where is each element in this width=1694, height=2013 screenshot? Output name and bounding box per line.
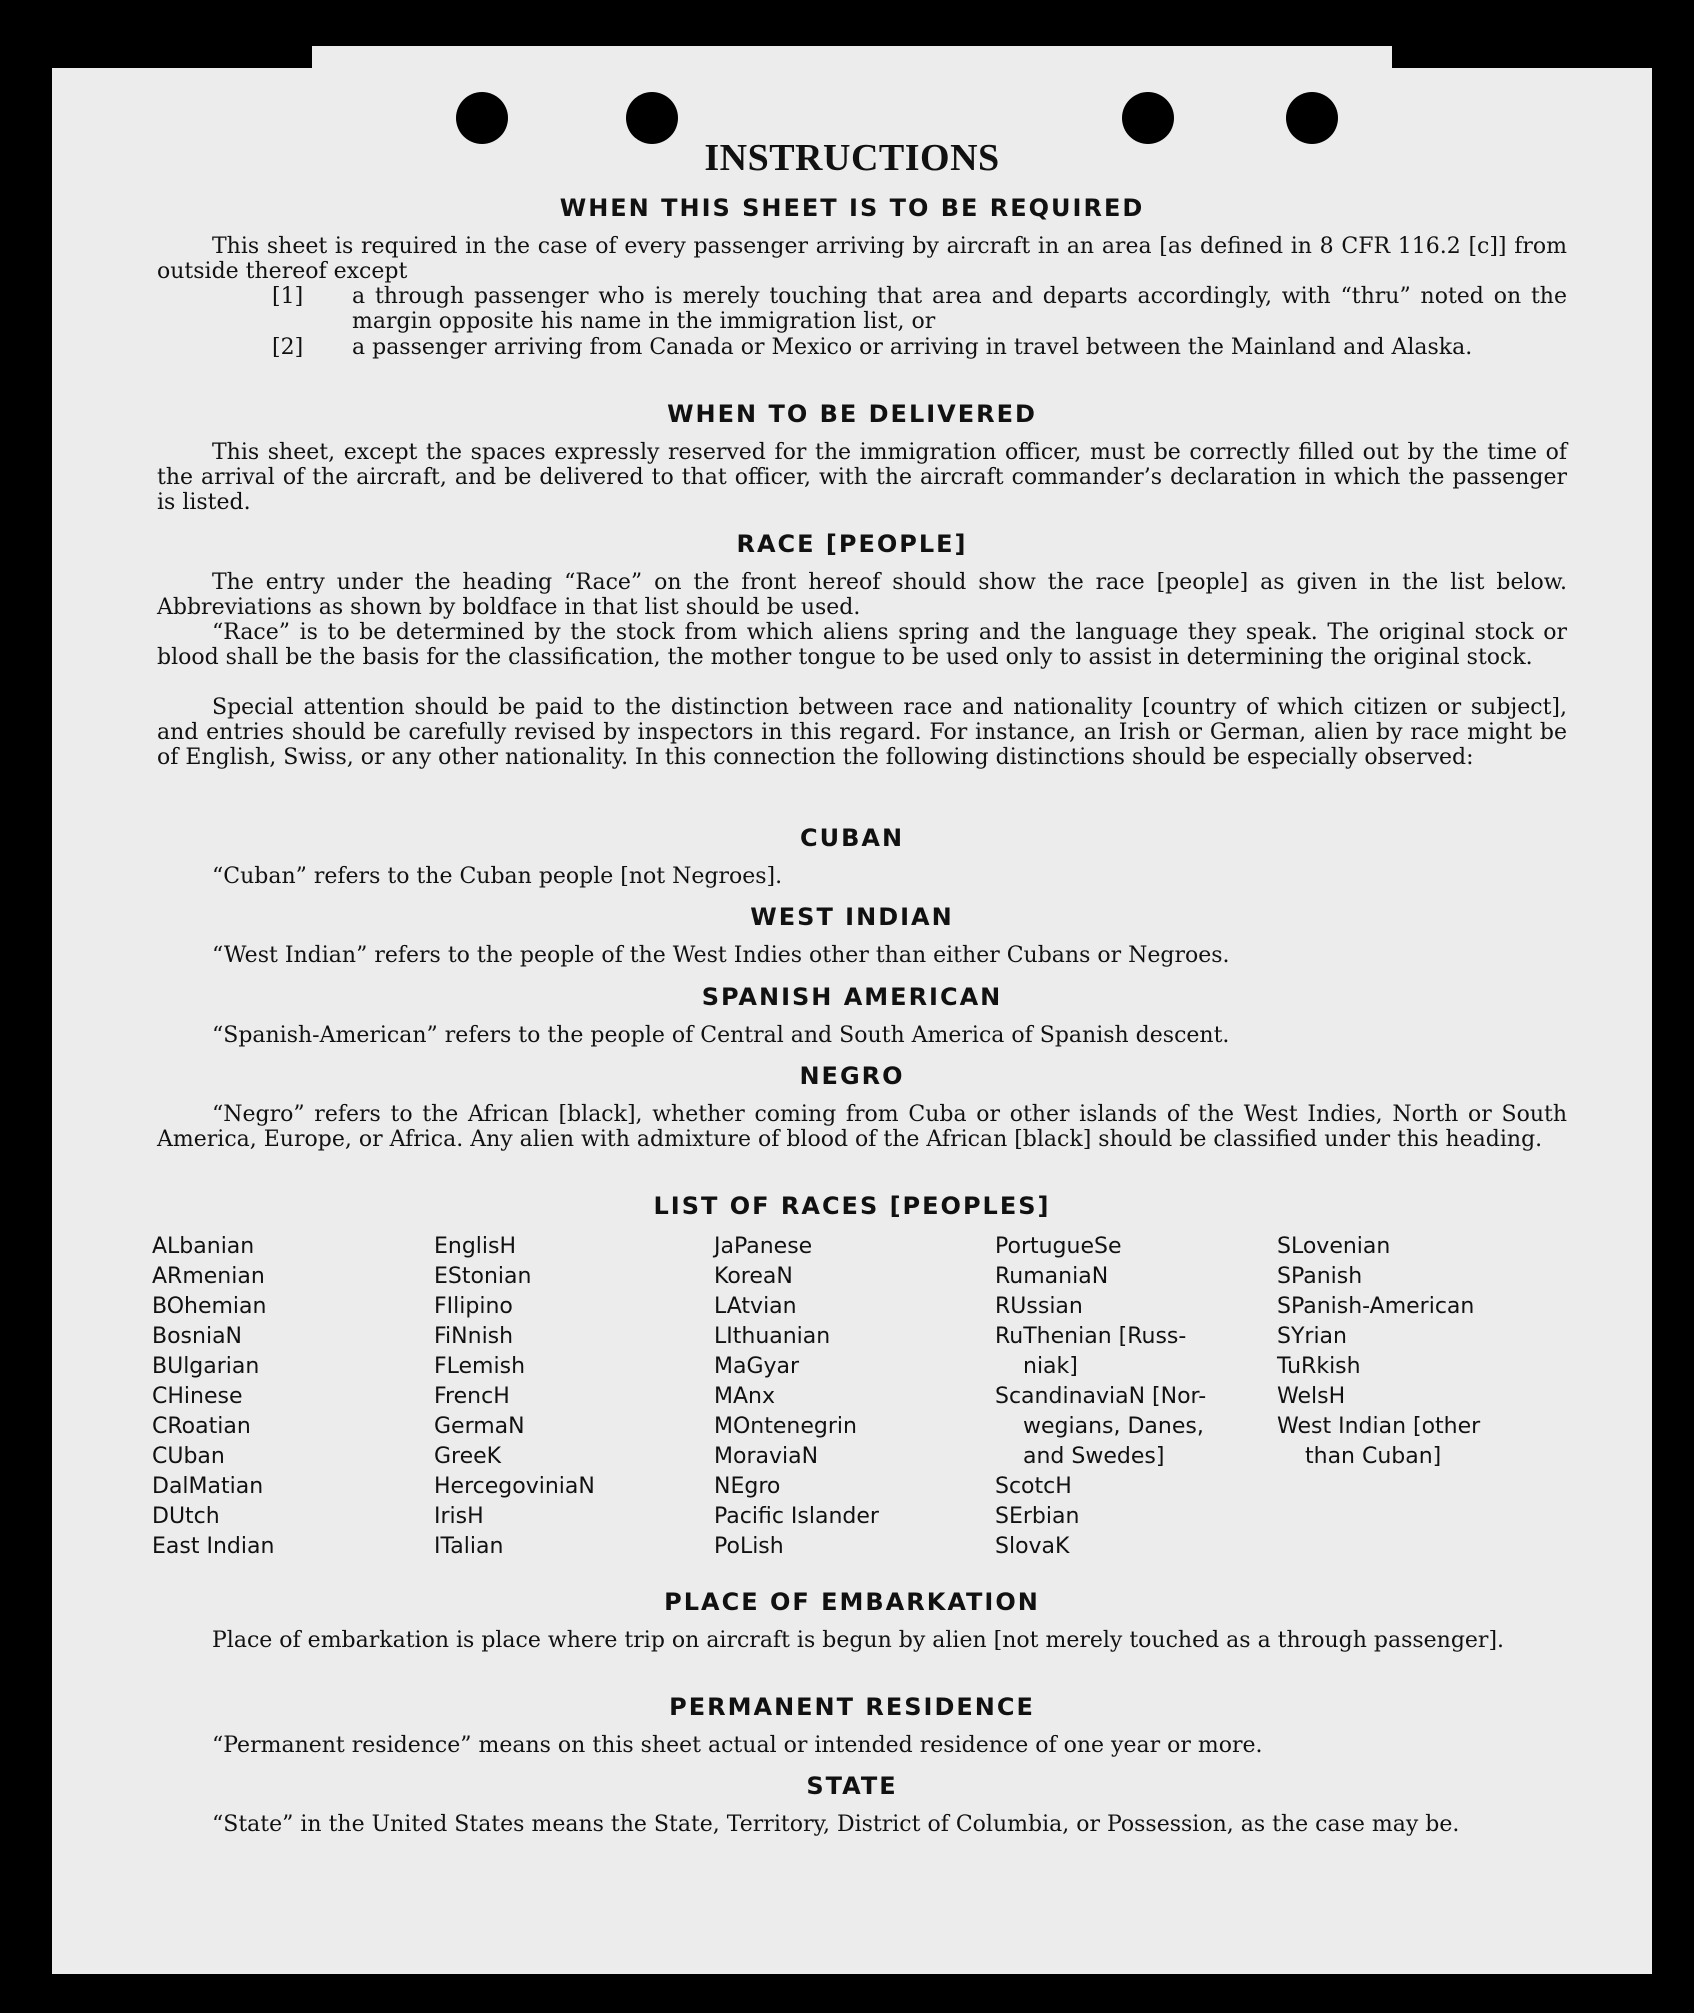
race-list-item: SErbian (995, 1504, 1080, 1529)
race-list-item: DUtch (152, 1504, 220, 1529)
race-list-item: GreeK (434, 1444, 502, 1469)
race-list-item: CHinese (152, 1384, 243, 1409)
race-list-item: niak] (1023, 1354, 1078, 1379)
race-list-item: SLovenian (1277, 1234, 1391, 1259)
heading-when-required: WHEN THIS SHEET IS TO BE REQUIRED (559, 194, 1145, 222)
race-paragraph-2: “Race” is to be determined by the stock from which aliens spring and the language they speak. The original stock or blood shall be the basis for the classification, the mother tongue to be used only to assist in determining the original stock. (157, 620, 1567, 670)
item-text: a passenger arriving from Canada or Mexico or arriving in travel between the Mainland and Alaska. (352, 335, 1473, 360)
race-list-item: BosniaN (152, 1324, 243, 1349)
cuban-text: “Cuban” refers to the Cuban people [not Negroes]. (212, 864, 783, 889)
required-item-2 (272, 335, 1567, 360)
race-list-item: CUban (152, 1444, 225, 1469)
race-list-item: ARmenian (152, 1264, 265, 1289)
race-list-item: GermaN (434, 1414, 525, 1439)
race-list-item: PortugueSe (995, 1234, 1122, 1259)
race-list-item: EnglisH (434, 1234, 517, 1259)
race-list-item: TuRkish (1277, 1354, 1361, 1379)
races-column-3 (714, 1232, 879, 1562)
races-column-2 (434, 1232, 595, 1562)
races-column-1 (152, 1232, 274, 1562)
race-list-item: LIthuanian (714, 1324, 831, 1349)
race-list-item: East Indian (152, 1534, 275, 1559)
negro-text: “Negro” refers to the African [black], whether coming from Cuba or other islands of the West Indies, North or South America, Europe, or Africa. Any alien with admixture of blood of the African [black] should be classified under this heading. (157, 1102, 1567, 1152)
torn-edge (1392, 46, 1652, 68)
race-list-item: SlovaK (995, 1534, 1070, 1559)
race-list-item: RUssian (995, 1294, 1083, 1319)
race-list-item: and Swedes] (1023, 1444, 1165, 1469)
item-number: [1] (272, 284, 304, 309)
race-list-item: RuThenian [Russ- (995, 1324, 1187, 1349)
state-text: “State” in the United States means the State, Territory, District of Columbia, or Possession, as the case may be. (212, 1812, 1460, 1837)
race-paragraph-1: The entry under the heading “Race” on the front hereof should show the race [people] as given in the list below. Abbreviations as shown by boldface in that list should be used. (157, 570, 1567, 620)
race-list-item: HercegoviniaN (434, 1474, 595, 1499)
heading-cuban: CUBAN (799, 824, 905, 852)
race-list-item: IrisH (434, 1504, 484, 1529)
race-list-item: FiNnish (434, 1324, 514, 1349)
required-item-1 (272, 284, 1567, 334)
race-list-item: LAtvian (714, 1294, 797, 1319)
race-list-item: DalMatian (152, 1474, 264, 1499)
embarkation-text: Place of embarkation is place where trip on aircraft is begun by alien [not merely touched as a through passenger]. (212, 1628, 1505, 1653)
race-list-item: FLemish (434, 1354, 526, 1379)
race-list-item: ScotcH (995, 1474, 1072, 1499)
race-list-item: SPanish-American (1277, 1294, 1475, 1319)
required-intro: This sheet is required in the case of every passenger arriving by aircraft in an area [as defined in 8 CFR 116.2 [c]] from outside thereof except (157, 234, 1567, 284)
page-title: INSTRUCTIONS (704, 137, 1000, 179)
race-list-item: BOhemian (152, 1294, 267, 1319)
heading-race: RACE [PEOPLE] (736, 530, 968, 558)
race-list-item: MOntenegrin (714, 1414, 857, 1439)
race-list-item: MAnx (714, 1384, 775, 1409)
race-list-item: MoraviaN (714, 1444, 819, 1469)
spanish-american-text: “Spanish-American” refers to the people of Central and South America of Spanish descent. (212, 1023, 1230, 1048)
race-list-item: Pacific Islander (714, 1504, 879, 1529)
race-list-item: RumaniaN (995, 1264, 1109, 1289)
torn-edge (52, 46, 312, 68)
document-page (52, 46, 1652, 1974)
heading-state: STATE (806, 1772, 898, 1800)
race-list-item: West Indian [other (1277, 1414, 1481, 1439)
item-number: [2] (272, 335, 304, 360)
races-column-4 (995, 1232, 1206, 1562)
race-list-item: FIlipino (434, 1294, 513, 1319)
item-text: a through passenger who is merely touching that area and departs accordingly, with “thru” noted on the margin opposite his name in the immigration list, or (352, 284, 1567, 334)
race-list-item: CRoatian (152, 1414, 251, 1439)
race-list-item: EStonian (434, 1264, 532, 1289)
delivered-text: This sheet, except the spaces expressly reserved for the immigration officer, must be correctly filled out by the time of the arrival of the aircraft, and be delivered to that officer, with the aircraft commander’s declaration in which the passenger is listed. (157, 440, 1567, 515)
race-list-item: ITalian (434, 1534, 504, 1559)
race-list-item: KoreaN (714, 1264, 793, 1289)
race-list-item: SYrian (1277, 1324, 1347, 1349)
heading-place-of-embarkation: PLACE OF EMBARKATION (664, 1588, 1040, 1616)
race-list-item: MaGyar (714, 1354, 800, 1379)
race-list-item: BUlgarian (152, 1354, 260, 1379)
race-list-item: NEgro (714, 1474, 781, 1499)
race-list-item: wegians, Danes, (1023, 1414, 1204, 1439)
race-list-item: JaPanese (714, 1234, 813, 1259)
heading-spanish-american: SPANISH AMERICAN (701, 983, 1003, 1011)
heading-list-of-races: LIST OF RACES [PEOPLES] (653, 1192, 1051, 1220)
heading-negro: NEGRO (799, 1062, 905, 1090)
heading-when-delivered: WHEN TO BE DELIVERED (667, 400, 1037, 428)
races-column-5 (1277, 1232, 1480, 1472)
heading-permanent-residence: PERMANENT RESIDENCE (669, 1693, 1035, 1721)
race-list-item: FrencH (434, 1384, 510, 1409)
race-list-item: ALbanian (152, 1234, 255, 1259)
heading-west-indian: WEST INDIAN (750, 903, 954, 931)
race-paragraph-3: Special attention should be paid to the distinction between race and nationality [country of which citizen or subject], and entries should be carefully revised by inspectors in this regard. For instance, an Irish or German, alien by race might be of English, Swiss, or any other nationality. In this connection the following distinctions should be especially observed: (157, 695, 1567, 770)
race-list-item: than Cuban] (1305, 1444, 1442, 1469)
race-list-item: ScandinaviaN [Nor- (995, 1384, 1207, 1409)
race-list-item: SPanish (1277, 1264, 1363, 1289)
race-list-item: WelsH (1277, 1384, 1346, 1409)
race-list-item: PoLish (714, 1534, 784, 1559)
west-indian-text: “West Indian” refers to the people of the West Indies other than either Cubans or Negroes. (212, 943, 1230, 968)
residence-text: “Permanent residence” means on this sheet actual or intended residence of one year or more. (212, 1733, 1263, 1758)
